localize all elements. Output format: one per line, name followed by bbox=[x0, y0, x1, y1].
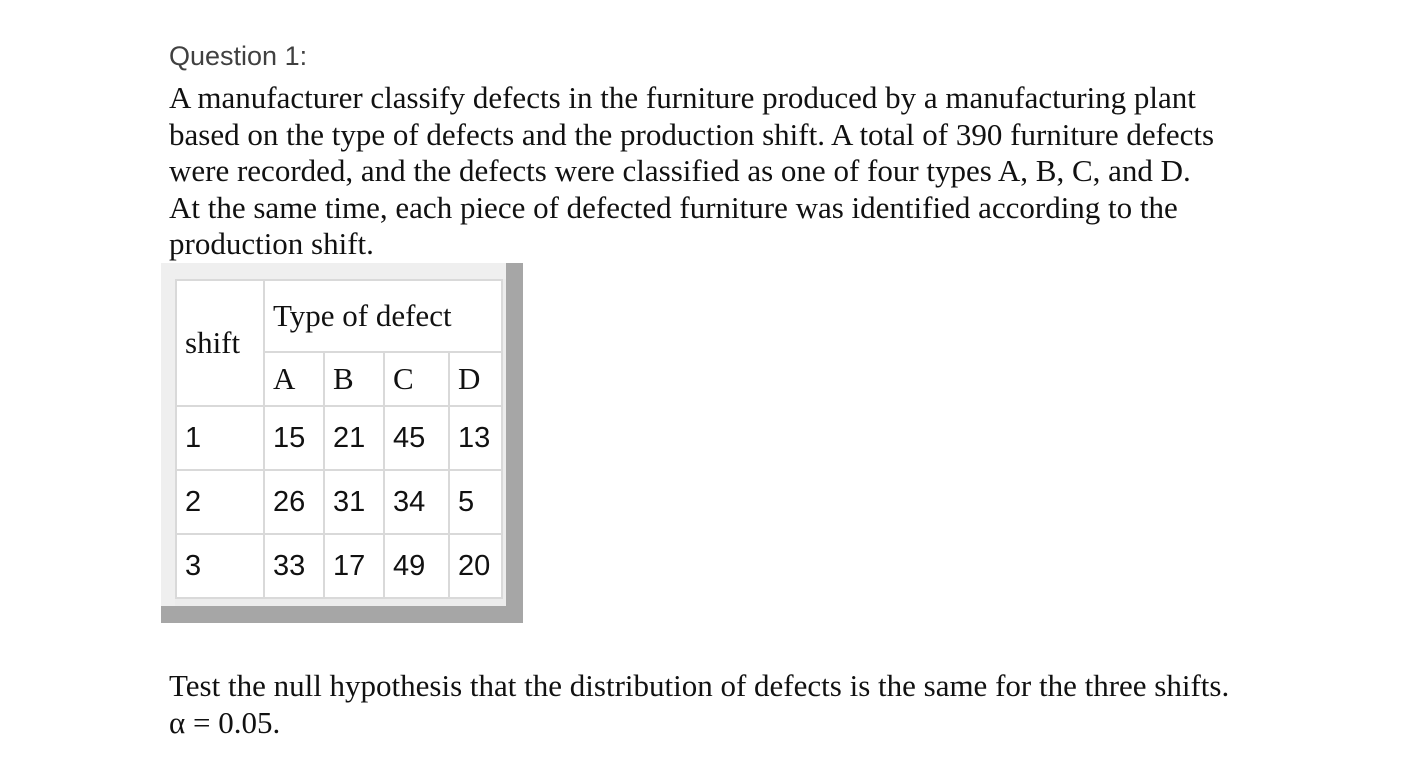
table-row bbox=[177, 535, 501, 597]
table-cell: 26 bbox=[265, 471, 323, 533]
column-header-a: A bbox=[265, 353, 323, 405]
table-row bbox=[177, 471, 501, 533]
table-cell: 33 bbox=[265, 535, 323, 597]
table-cell: 20 bbox=[450, 535, 501, 597]
table-frame-right-border bbox=[506, 263, 523, 623]
significance-level: α = 0.05. bbox=[169, 704, 281, 740]
question-line: Test the null hypothesis that the distribution of defects is the same for the three shifts. bbox=[169, 668, 1230, 703]
type-of-defect-header: Type of defect bbox=[265, 281, 501, 351]
table-cell: 45 bbox=[385, 407, 448, 469]
table-row bbox=[177, 407, 501, 469]
table-cell: 34 bbox=[385, 471, 448, 533]
column-header-d: D bbox=[450, 353, 501, 405]
paragraph-line: based on the type of defects and the production shift. A total of 390 furniture defects bbox=[169, 116, 1215, 152]
hypothesis-question bbox=[169, 668, 1229, 741]
table-cell: 5 bbox=[450, 471, 501, 533]
table-cell: 21 bbox=[325, 407, 383, 469]
shift-label: 3 bbox=[177, 535, 263, 597]
table-cell: 31 bbox=[325, 471, 383, 533]
shift-header: shift bbox=[177, 281, 263, 405]
paragraph-line: A manufacturer classify defects in the furniture produced by a manufacturing plant bbox=[169, 80, 1196, 115]
problem-paragraph bbox=[169, 80, 1369, 263]
paragraph-line: were recorded, and the defects were classified as one of four types A, B, C, and D. bbox=[169, 153, 1191, 188]
paragraph-line: production shift. bbox=[169, 226, 374, 261]
column-header-c: C bbox=[385, 353, 448, 405]
shift-label: 1 bbox=[177, 407, 263, 469]
table-cell: 13 bbox=[450, 407, 501, 469]
paragraph-line: At the same time, each piece of defected furniture was identified according to the bbox=[169, 189, 1178, 225]
table-frame-bottom-border bbox=[161, 606, 523, 623]
table-cell: 49 bbox=[385, 535, 448, 597]
defects-table bbox=[175, 279, 503, 599]
question-heading: Question 1: bbox=[169, 41, 308, 71]
shift-label: 2 bbox=[177, 471, 263, 533]
table-cell: 17 bbox=[325, 535, 383, 597]
table-cell: 15 bbox=[265, 407, 323, 469]
table-frame-left bbox=[161, 263, 175, 606]
column-header-b: B bbox=[325, 353, 383, 405]
table-header-row bbox=[177, 281, 501, 351]
table-frame-top bbox=[161, 263, 506, 279]
